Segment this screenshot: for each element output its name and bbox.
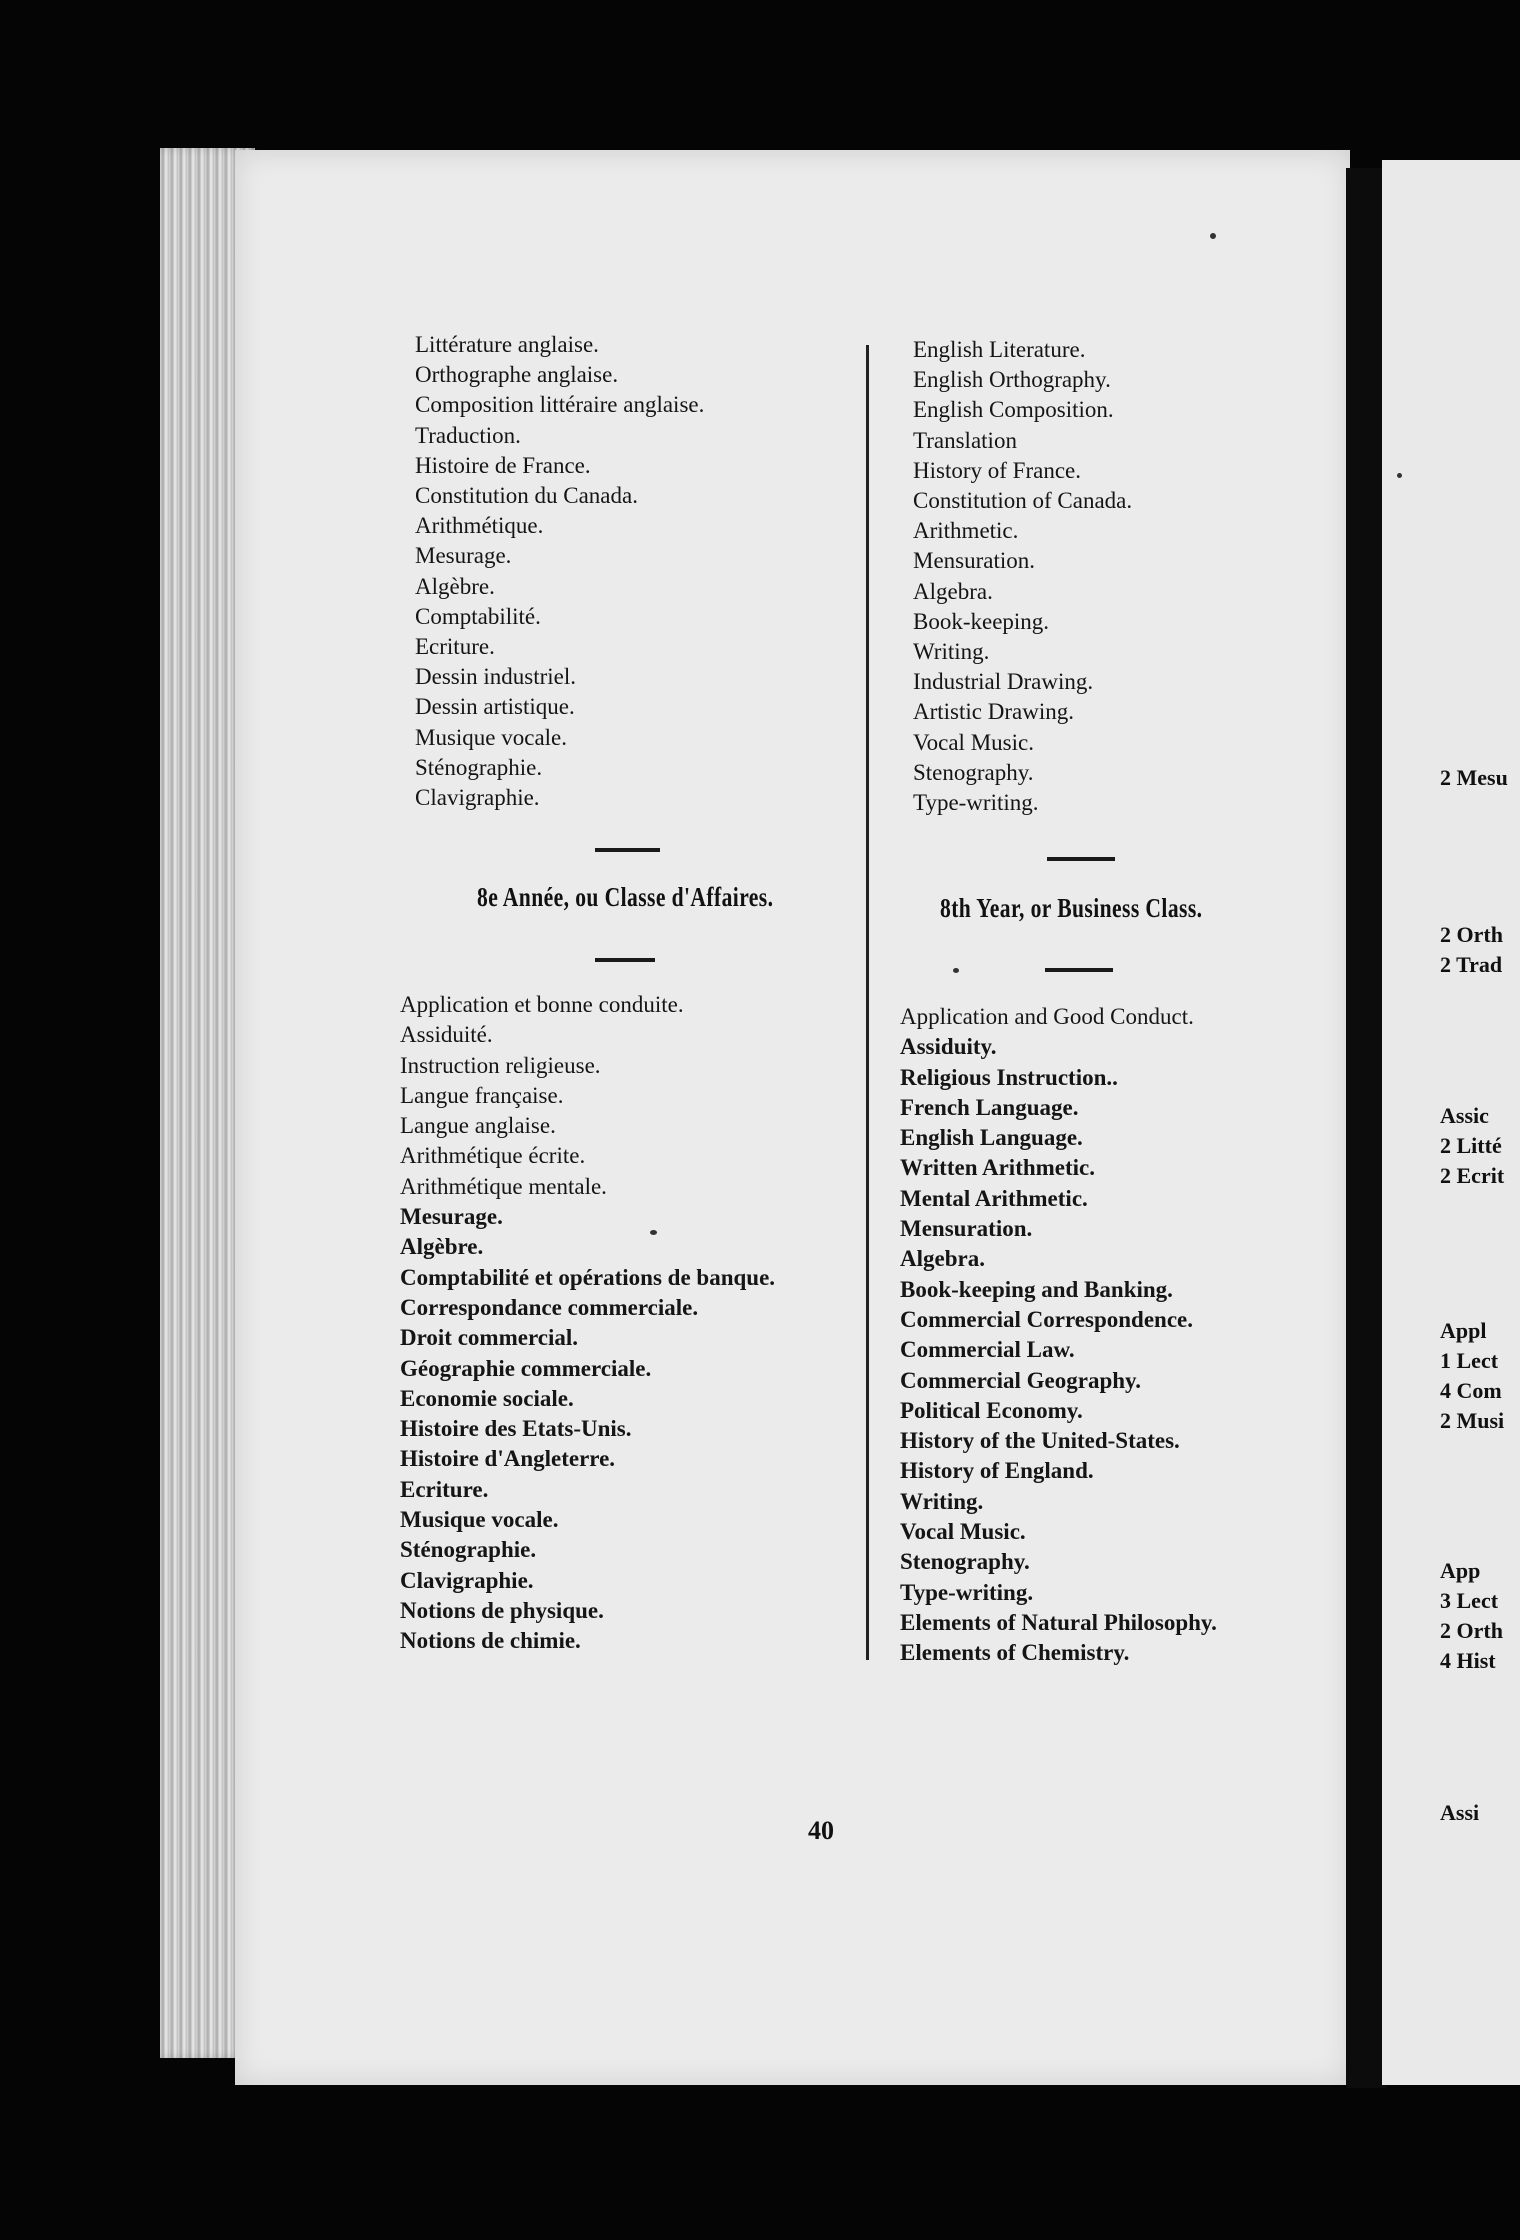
- list-item: Assiduity.: [900, 1034, 997, 1060]
- list-item: Mental Arithmetic.: [900, 1185, 1088, 1211]
- list-item: English Orthography.: [913, 367, 1111, 393]
- list-item: Droit commercial.: [400, 1325, 578, 1351]
- list-item: Assiduité.: [400, 1022, 493, 1048]
- list-item: English Composition.: [913, 397, 1114, 423]
- scan-speck: [1397, 473, 1402, 478]
- list-item: Vocal Music.: [913, 729, 1034, 755]
- french-subjects-list: [415, 330, 704, 813]
- list-item: Commercial Geography.: [900, 1367, 1142, 1393]
- list-item: Application and Good Conduct.: [900, 1004, 1194, 1029]
- list-item: Book-keeping and Banking.: [900, 1276, 1173, 1302]
- english-subjects-list: [913, 335, 1132, 818]
- list-item: Mensuration.: [913, 548, 1036, 574]
- list-item: Political Economy.: [900, 1397, 1083, 1423]
- list-item: Littérature anglaise.: [415, 332, 599, 357]
- list-item: Type-writing.: [913, 790, 1039, 816]
- list-item: Notions de chimie.: [400, 1628, 581, 1654]
- list-item: Algèbre.: [415, 573, 495, 599]
- list-item: Langue anglaise.: [400, 1113, 556, 1139]
- list-item: Mesurage.: [400, 1204, 503, 1230]
- list-item: Langue française.: [400, 1082, 564, 1108]
- list-item: Algebra.: [913, 578, 993, 604]
- list-item: Constitution du Canada.: [415, 483, 638, 509]
- scan-speck: [953, 968, 959, 973]
- list-item: Histoire d'Angleterre.: [400, 1446, 616, 1472]
- list-item: Artistic Drawing.: [913, 699, 1074, 725]
- list-item: Sténographie.: [400, 1537, 537, 1563]
- list-item: Book-keeping.: [913, 608, 1050, 634]
- list-item: Algebra.: [900, 1246, 985, 1272]
- list-item: Elements of Chemistry.: [900, 1640, 1130, 1666]
- list-item: Mensuration.: [900, 1216, 1033, 1242]
- list-item: Elements of Natural Philosophy.: [900, 1609, 1217, 1635]
- list-item: English Literature.: [913, 337, 1086, 362]
- fragment-text: Assic: [1440, 1103, 1489, 1128]
- page-number: 40: [808, 1816, 834, 1845]
- list-item: Industrial Drawing.: [913, 669, 1094, 695]
- list-item: Translation: [913, 427, 1017, 453]
- list-item: Mesurage.: [415, 543, 512, 569]
- list-item: Application et bonne conduite.: [400, 992, 684, 1017]
- list-item: Correspondance commerciale.: [400, 1294, 699, 1320]
- list-item: Dessin industriel.: [415, 664, 576, 690]
- list-item: Written Arithmetic.: [900, 1155, 1096, 1181]
- list-item: Arithmetic.: [913, 518, 1019, 544]
- list-item: History of England.: [900, 1458, 1094, 1484]
- section-rule: [1047, 857, 1115, 861]
- list-item: Writing.: [900, 1488, 984, 1514]
- list-item: Sténographie.: [415, 754, 543, 780]
- section-rule: [595, 848, 660, 852]
- list-item: Composition littéraire anglaise.: [415, 392, 705, 418]
- list-item: Dessin artistique.: [415, 694, 575, 720]
- list-item: Vocal Music.: [900, 1519, 1026, 1545]
- list-item: Ecriture.: [415, 634, 495, 660]
- fragment-text: 2 Trad: [1440, 952, 1503, 977]
- list-item: Commercial Correspondence.: [900, 1306, 1193, 1332]
- fragment-text: Appl: [1440, 1318, 1487, 1343]
- fragment-text: 4 Com: [1440, 1378, 1502, 1403]
- list-item: Géographie commerciale.: [400, 1355, 652, 1381]
- fragment-text: App: [1440, 1558, 1481, 1583]
- list-item: Type-writing.: [900, 1579, 1034, 1605]
- list-item: Comptabilité.: [415, 603, 541, 629]
- list-item: Arithmétique.: [415, 513, 544, 539]
- list-item: Histoire de France.: [415, 452, 591, 478]
- scan-speck: [650, 1230, 657, 1235]
- list-item: Orthographe anglaise.: [415, 362, 619, 388]
- list-item: Musique vocale.: [415, 724, 568, 750]
- fragment-text: 1 Lect: [1440, 1348, 1499, 1373]
- column-divider: [866, 345, 869, 1660]
- fragment-text: 2 Ecrit: [1440, 1163, 1505, 1188]
- list-item: Clavigraphie.: [400, 1567, 534, 1593]
- list-item: History of the United-States.: [900, 1428, 1180, 1454]
- french-section-heading: 8e Année, ou Classe d'Affaires.: [477, 882, 774, 912]
- list-item: Constitution of Canada.: [913, 488, 1133, 514]
- list-item: Clavigraphie.: [415, 785, 540, 811]
- french-business-subjects-list: [400, 990, 775, 1657]
- list-item: Religious Instruction..: [900, 1064, 1118, 1090]
- list-item: Algèbre.: [400, 1234, 484, 1260]
- fragment-text: 2 Mesu: [1440, 765, 1508, 790]
- list-item: Stenography.: [913, 759, 1034, 785]
- fragment-text: 2 Orth: [1440, 922, 1503, 947]
- book-gutter: [1346, 168, 1386, 2088]
- list-item: Traduction.: [415, 422, 521, 448]
- fragment-text: 4 Hist: [1440, 1648, 1496, 1673]
- list-item: English Language.: [900, 1125, 1083, 1151]
- list-item: Ecriture.: [400, 1476, 489, 1502]
- section-rule: [595, 958, 655, 962]
- fragment-text: 3 Lect: [1440, 1588, 1499, 1613]
- list-item: French Language.: [900, 1094, 1079, 1120]
- list-item: Writing.: [913, 639, 990, 665]
- scan-speck: [1210, 233, 1216, 239]
- list-item: Comptabilité et opérations de banque.: [400, 1264, 776, 1290]
- fragment-text: 2 Musi: [1440, 1408, 1505, 1433]
- list-item: Instruction religieuse.: [400, 1052, 601, 1078]
- section-rule: [1045, 968, 1113, 972]
- english-business-subjects-list: [900, 1002, 1217, 1669]
- list-item: Economie sociale.: [400, 1385, 574, 1411]
- english-section-heading: 8th Year, or Business Class.: [940, 893, 1203, 923]
- list-item: Histoire des Etats-Unis.: [400, 1416, 632, 1442]
- list-item: Notions de physique.: [400, 1597, 604, 1623]
- list-item: History of France.: [913, 457, 1081, 483]
- fragment-text: 2 Litté: [1440, 1133, 1502, 1158]
- list-item: Arithmétique écrite.: [400, 1143, 586, 1169]
- fragment-text: 2 Orth: [1440, 1618, 1503, 1643]
- list-item: Stenography.: [900, 1549, 1030, 1575]
- fragment-text: Assi: [1440, 1800, 1480, 1825]
- list-item: Musique vocale.: [400, 1507, 559, 1533]
- list-item: Arithmétique mentale.: [400, 1173, 607, 1199]
- list-item: Commercial Law.: [900, 1337, 1075, 1363]
